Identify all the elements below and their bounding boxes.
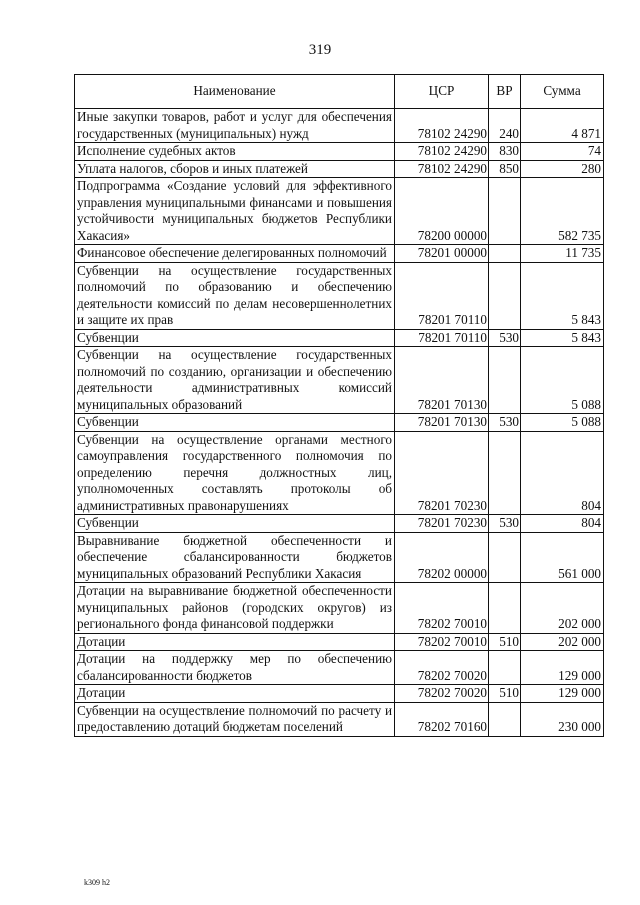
cell-name: Подпрограмма «Создание условий для эффективного управления муниципальными финансами и повышения устойчивости муниципальных бюджетов Республики Хакасия» xyxy=(75,178,395,245)
cell-vr xyxy=(489,651,521,685)
cell-name: Субвенции xyxy=(75,515,395,533)
table-row xyxy=(75,651,604,685)
cell-sum: 4 871 xyxy=(521,109,604,143)
cell-sum: 5 843 xyxy=(521,329,604,347)
cell-vr: 850 xyxy=(489,160,521,178)
cell-vr: 830 xyxy=(489,143,521,161)
cell-sum: 129 000 xyxy=(521,651,604,685)
cell-vr: 510 xyxy=(489,633,521,651)
cell-csr: 78201 70230 xyxy=(395,515,489,533)
cell-name: Субвенции xyxy=(75,329,395,347)
cell-name: Субвенции на осуществление органами местного самоуправления государственного полномочия по определению перечня должностных лиц, уполномоченных составлять протоколы об административных правонарушениях xyxy=(75,431,395,515)
cell-vr xyxy=(489,702,521,736)
cell-name: Дотации xyxy=(75,685,395,703)
footer-code: k309 h2 xyxy=(84,878,110,887)
cell-name: Субвенции на осуществление государственных полномочий по созданию, организации и обеспечению деятельности административных комиссий муниципальных образований xyxy=(75,347,395,414)
cell-vr: 530 xyxy=(489,414,521,432)
budget-table xyxy=(74,74,604,737)
table-row xyxy=(75,685,604,703)
cell-name: Иные закупки товаров, работ и услуг для обеспечения государственных (муниципальных) нужд xyxy=(75,109,395,143)
cell-name: Субвенции на осуществление полномочий по расчету и предоставлению дотаций бюджетам поселений xyxy=(75,702,395,736)
cell-name: Дотации на поддержку мер по обеспечению сбалансированности бюджетов xyxy=(75,651,395,685)
cell-csr: 78202 70160 xyxy=(395,702,489,736)
cell-csr: 78202 70010 xyxy=(395,633,489,651)
cell-sum: 202 000 xyxy=(521,633,604,651)
cell-sum: 230 000 xyxy=(521,702,604,736)
cell-sum: 582 735 xyxy=(521,178,604,245)
cell-sum: 5 843 xyxy=(521,262,604,329)
cell-name: Уплата налогов, сборов и иных платежей xyxy=(75,160,395,178)
cell-name: Дотации xyxy=(75,633,395,651)
table-row xyxy=(75,414,604,432)
cell-sum: 129 000 xyxy=(521,685,604,703)
cell-csr: 78201 70230 xyxy=(395,431,489,515)
cell-sum: 5 088 xyxy=(521,347,604,414)
cell-sum: 74 xyxy=(521,143,604,161)
cell-sum: 561 000 xyxy=(521,532,604,583)
cell-csr: 78202 70010 xyxy=(395,583,489,634)
cell-sum: 804 xyxy=(521,515,604,533)
cell-csr: 78102 24290 xyxy=(395,109,489,143)
cell-csr: 78202 00000 xyxy=(395,532,489,583)
cell-sum: 5 088 xyxy=(521,414,604,432)
cell-vr xyxy=(489,532,521,583)
table-row xyxy=(75,245,604,263)
table-header-row xyxy=(75,75,604,109)
cell-name: Финансовое обеспечение делегированных полномочий xyxy=(75,245,395,263)
table-row xyxy=(75,143,604,161)
cell-csr: 78202 70020 xyxy=(395,685,489,703)
table-body xyxy=(75,109,604,737)
cell-vr xyxy=(489,431,521,515)
cell-csr: 78102 24290 xyxy=(395,160,489,178)
cell-vr: 530 xyxy=(489,329,521,347)
header-name: Наименование xyxy=(75,75,395,109)
cell-csr: 78201 70130 xyxy=(395,414,489,432)
table-row xyxy=(75,329,604,347)
cell-name: Субвенции на осуществление государственных полномочий по образованию и обеспечению деятельности комиссий по делам несовершеннолетних и защите их прав xyxy=(75,262,395,329)
cell-name: Дотации на выравнивание бюджетной обеспеченности муниципальных районов (городских округов) из регионального фонда финансовой поддержки xyxy=(75,583,395,634)
cell-csr: 78201 70110 xyxy=(395,329,489,347)
cell-csr: 78201 00000 xyxy=(395,245,489,263)
table-row xyxy=(75,160,604,178)
cell-vr xyxy=(489,178,521,245)
cell-vr: 240 xyxy=(489,109,521,143)
cell-sum: 202 000 xyxy=(521,583,604,634)
page-number: 319 xyxy=(308,42,332,58)
table-row xyxy=(75,583,604,634)
cell-sum: 280 xyxy=(521,160,604,178)
cell-vr xyxy=(489,262,521,329)
cell-vr xyxy=(489,245,521,263)
cell-csr: 78201 70110 xyxy=(395,262,489,329)
cell-vr: 530 xyxy=(489,515,521,533)
cell-vr: 510 xyxy=(489,685,521,703)
header-sum: Сумма xyxy=(521,75,604,109)
table-row xyxy=(75,178,604,245)
table-row xyxy=(75,515,604,533)
cell-csr: 78102 24290 xyxy=(395,143,489,161)
cell-csr: 78200 00000 xyxy=(395,178,489,245)
cell-csr: 78201 70130 xyxy=(395,347,489,414)
table-row xyxy=(75,532,604,583)
table-row xyxy=(75,633,604,651)
cell-name: Субвенции xyxy=(75,414,395,432)
table-row xyxy=(75,431,604,515)
cell-csr: 78202 70020 xyxy=(395,651,489,685)
table-row xyxy=(75,109,604,143)
cell-sum: 804 xyxy=(521,431,604,515)
cell-sum: 11 735 xyxy=(521,245,604,263)
cell-vr xyxy=(489,583,521,634)
cell-vr xyxy=(489,347,521,414)
cell-name: Исполнение судебных актов xyxy=(75,143,395,161)
header-vr: ВР xyxy=(489,75,521,109)
header-csr: ЦСР xyxy=(395,75,489,109)
table-row xyxy=(75,347,604,414)
table-row xyxy=(75,262,604,329)
cell-name: Выравнивание бюджетной обеспеченности и обеспечение сбалансированности бюджетов муниципальных образований Республики Хакасия xyxy=(75,532,395,583)
table-row xyxy=(75,702,604,736)
